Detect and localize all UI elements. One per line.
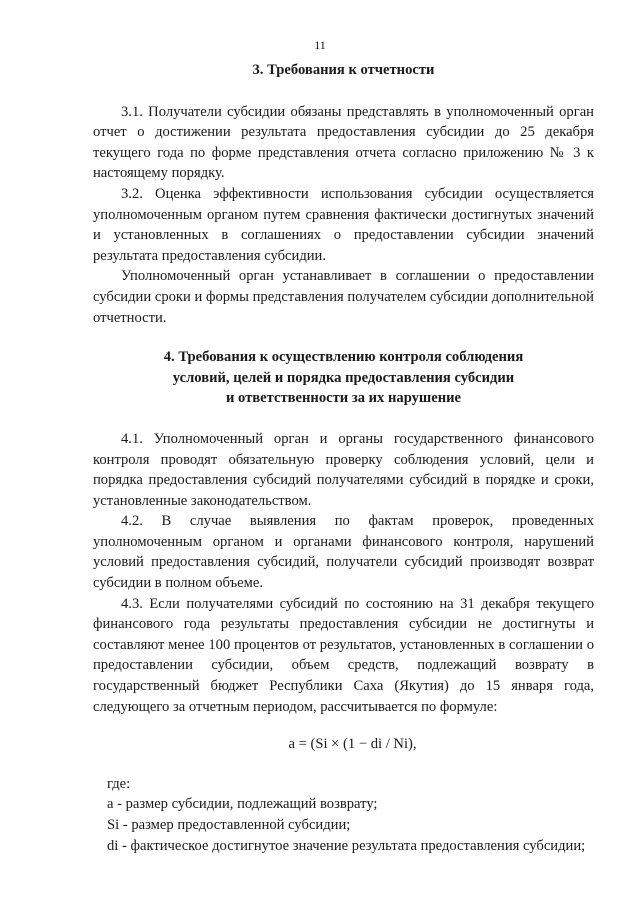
section-4-heading [93, 347, 594, 409]
section-4-heading-line: условий, целей и порядка предоставления субсидии [172, 369, 515, 386]
page-number: 11 [314, 38, 326, 52]
paragraph-4-1: 4.1. Уполномоченный орган и органы государственного финансового контроля проводят обязательную проверку соблюдения условий, цели и порядка предоставления субсидий получателями субсидий в порядке и сроки, установленные законодательством. [93, 430, 594, 509]
section-4-heading-line: 4. Требования к осуществлению контроля соблюдения [163, 349, 524, 366]
paragraph-4-3: 4.3. Если получателями субсидий по состоянию на 31 декабря текущего финансового года результаты предоставления субсидии не достигнуты и составляют менее 100 процентов от результатов, установленных в соглашении о предоставлении субсидии, объем средств, подлежащий возврату в государственный бюджет Республики Саха (Якутия) до 15 января года, следующего за отчетным периодом, рассчитывается по формуле: [93, 595, 594, 715]
paragraph-4-2: 4.2. В случае выявления по фактам проверок, проведенных уполномоченным органом и органами финансового контроля, нарушений условий предоставления субсидий, получатели субсидий производят возврат субсидии в полном объеме. [93, 513, 594, 592]
definition-item: a - размер субсидии, подлежащий возврату; [107, 796, 378, 813]
definition-item: di - фактическое достигнутое значение результата предоставления субсидии; [107, 837, 586, 854]
paragraph-3-2: 3.2. Оценка эффективности использования субсидии осуществляется уполномоченным органом путем сравнения фактически достигнутых значений и установленных в соглашениях о предоставлении субсидии значений результата предоставления субсидии. [93, 185, 594, 264]
document-body [93, 60, 594, 856]
paragraph-3-1: 3.1. Получатели субсидии обязаны представлять в уполномоченный орган отчет о достижении результата предоставления субсидии до 25 декабря текущего года по форме представления отчета согласно приложению № 3 к настоящему порядку. [93, 103, 594, 182]
section-4-heading-line: и ответственности за их нарушение [225, 390, 462, 407]
section-3-heading: 3. Требования к отчетности [252, 62, 435, 78]
formula: a = (Si × (1 − di / Ni), [288, 736, 417, 753]
paragraph-3-2-cont: Уполномоченный орган устанавливает в соглашении о предоставлении субсидии сроки и формы представления получателем субсидии дополнительной отчетности. [93, 268, 594, 326]
definition-item: Si - размер предоставленной субсидии; [107, 817, 351, 833]
where-label: где: [107, 775, 131, 792]
